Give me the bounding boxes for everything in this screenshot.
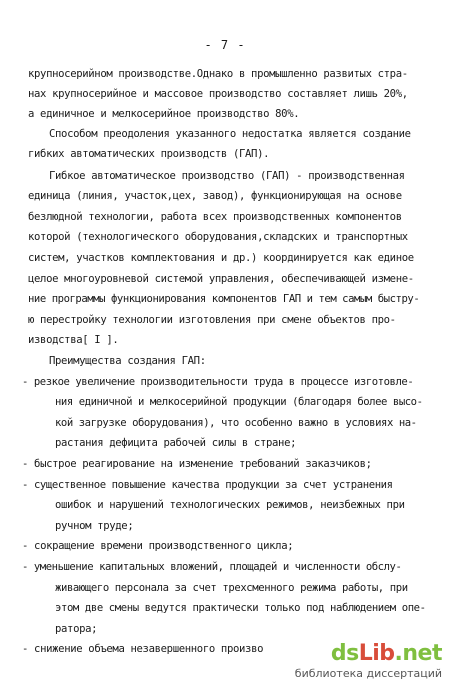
text-line: нах крупносерийное и массовое производство составляет лишь 20%, [28,88,408,100]
text-line: ния единичной и мелкосерийной продукции (благодаря более высо- [55,396,423,408]
text-line: целое многоуровневой системой управления, обеспечивающей измене- [28,273,414,285]
dslib-watermark [294,639,442,683]
text-line: ние программы функционирования компонентов ГАП и тем самым быстру- [28,293,420,305]
text-line: Гибкое автоматическое производство (ГАП) - производственная [49,170,405,182]
list-item: - уменьшение капитальных вложений, площадей и численности обслу- [22,561,402,573]
text-line: живающего персонала за счет трехсменного режима работы, при [55,582,408,594]
dslib-logo: dsLib.net [330,641,442,666]
text-line: Способом преодоления указанного недостатка является создание [49,128,411,140]
dslib-subtitle: библиотека диссертаций [294,667,442,680]
text-line: а единичное и мелкосерийное производство 80%. [28,108,300,120]
text-line: гибких автоматических производств (ГАП). [28,148,270,160]
text-line: единица (линия, участок,цех, завод), функционирующая на основе [28,190,402,202]
page-number: - 7 - [204,38,246,52]
text-line: ратора; [55,623,98,635]
text-line: которой (технологического оборудования,складских и транспортных [28,231,408,243]
text-line: крупносерийном производстве.Однако в промышленно развитых стра- [28,68,408,80]
text-line: ю перестройку технологии изготовления при смене объектов про- [28,314,396,326]
list-item: - существенное повышение качества продукции за счет устранения [22,479,393,491]
text-line: ошибок и нарушений технологических режимов, неизбежных при [55,499,405,511]
text-line: безлюдной технологии, работа всех производственных компонентов [28,211,402,223]
text-line: этом две смены ведутся практически только под наблюдением опе- [55,602,426,614]
list-item: - сокращение времени производственного цикла; [22,540,294,552]
text-line: Преимущества создания ГАП: [49,355,206,367]
text-line: кой загрузке оборудования), что особенно важно в условиях на- [55,417,417,429]
text-line: растания дефицита рабочей силы в стране; [55,437,297,449]
list-item: - снижение объема незавершенного произво [22,643,264,655]
text-line: ручном труде; [55,520,134,532]
list-item: - быстрое реагирование на изменение требований заказчиков; [22,458,372,470]
text-line: изводства[ I ]. [28,334,119,346]
text-line: систем, участков комплектования и др.) координируется как единое [28,252,414,264]
list-item: - резкое увеличение производительности труда в процессе изготовле- [22,376,414,388]
